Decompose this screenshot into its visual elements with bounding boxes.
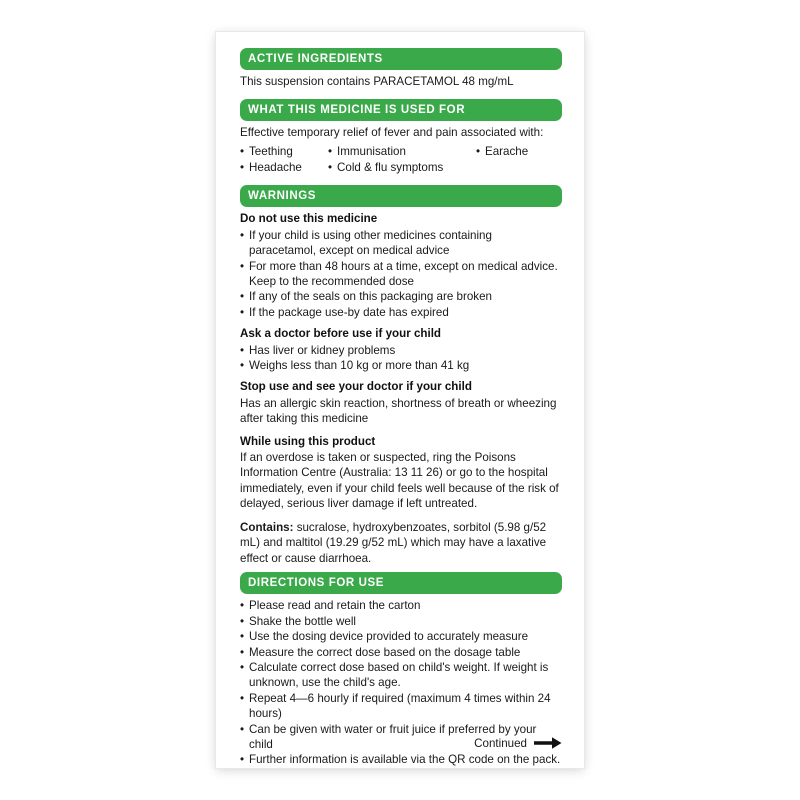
list-item: • If the package use-by date has expired xyxy=(240,305,562,320)
list-item: • Teething xyxy=(240,144,328,160)
warnings-do-not-use-title: Do not use this medicine xyxy=(240,212,378,226)
list-item: • Earache xyxy=(476,144,562,160)
list-item: • If any of the seals on this packaging are broken xyxy=(240,289,562,304)
section-header-used-for: WHAT THIS MEDICINE IS USED FOR xyxy=(240,99,562,121)
list-item: • Cold & flu symptoms xyxy=(328,160,476,176)
list-item: • Measure the correct dose based on the dosage table xyxy=(240,645,562,660)
warnings-while-using-title: While using this product xyxy=(240,434,376,448)
contains-label: Contains: xyxy=(240,520,294,534)
list-item: • Please read and retain the carton xyxy=(240,598,562,613)
warnings-stop-use-text: Has an allergic skin reaction, shortness of breath or wheezing after taking this medicine xyxy=(240,396,557,426)
list-item: • Weighs less than 10 kg or more than 41 kg xyxy=(240,358,562,373)
warnings-while-using-text: If an overdose is taken or suspected, ring the Poisons Information Centre (Australia: 13 11 26) or go to the hospital immediately, even if your child feels well because of the risk of delayed, serious liver damage if left untreated. xyxy=(240,451,559,511)
label-content xyxy=(240,48,562,774)
warnings-ask-doctor-list xyxy=(240,343,562,374)
active-ingredients-text: This suspension contains PARACETAMOL 48 mg/mL xyxy=(240,75,514,89)
used-for-list xyxy=(240,144,562,176)
continued-marker xyxy=(474,736,562,750)
list-item: • Shake the bottle well xyxy=(240,614,562,629)
list-item: • Has liver or kidney problems xyxy=(240,343,562,358)
section-header-active-ingredients: ACTIVE INGREDIENTS xyxy=(240,48,562,70)
list-item: • Use the dosing device provided to accurately measure xyxy=(240,629,562,644)
contains-body: sucralose, hydroxybenzoates, sorbitol (5.98 g/52 mL) and maltitol (19.29 g/52 mL) which may have a laxative effect or cause diarrhoea. xyxy=(240,520,547,565)
used-for-intro: Effective temporary relief of fever and pain associated with: xyxy=(240,126,544,140)
warnings-stop-use-title: Stop use and see your doctor if your child xyxy=(240,380,472,394)
warnings-contains-text xyxy=(240,520,562,566)
list-item: • If your child is using other medicines containing paracetamol, except on medical advice xyxy=(240,228,562,259)
warnings-do-not-use-list xyxy=(240,228,562,320)
list-item: • For more than 48 hours at a time, except on medical advice. Keep to the recommended dose xyxy=(240,259,562,290)
list-item: • Immunisation xyxy=(328,144,476,160)
section-header-warnings: WARNINGS xyxy=(240,185,562,207)
continued-label: Continued xyxy=(474,736,527,750)
list-item: • Calculate correct dose based on child's weight. If weight is unknown, use the child's age. xyxy=(240,660,562,691)
list-item: • Further information is available via the QR code on the pack. xyxy=(240,752,562,767)
medicine-label-card xyxy=(216,32,584,768)
warnings-ask-doctor-title: Ask a doctor before use if your child xyxy=(240,327,441,341)
arrow-right-icon xyxy=(534,736,562,750)
list-item: • Repeat 4—6 hourly if required (maximum 4 times within 24 hours) xyxy=(240,691,562,722)
list-item: • Can be given with water or fruit juice if preferred by your child xyxy=(240,722,562,753)
list-item: • Headache xyxy=(240,160,328,176)
section-header-directions: DIRECTIONS FOR USE xyxy=(240,572,562,594)
